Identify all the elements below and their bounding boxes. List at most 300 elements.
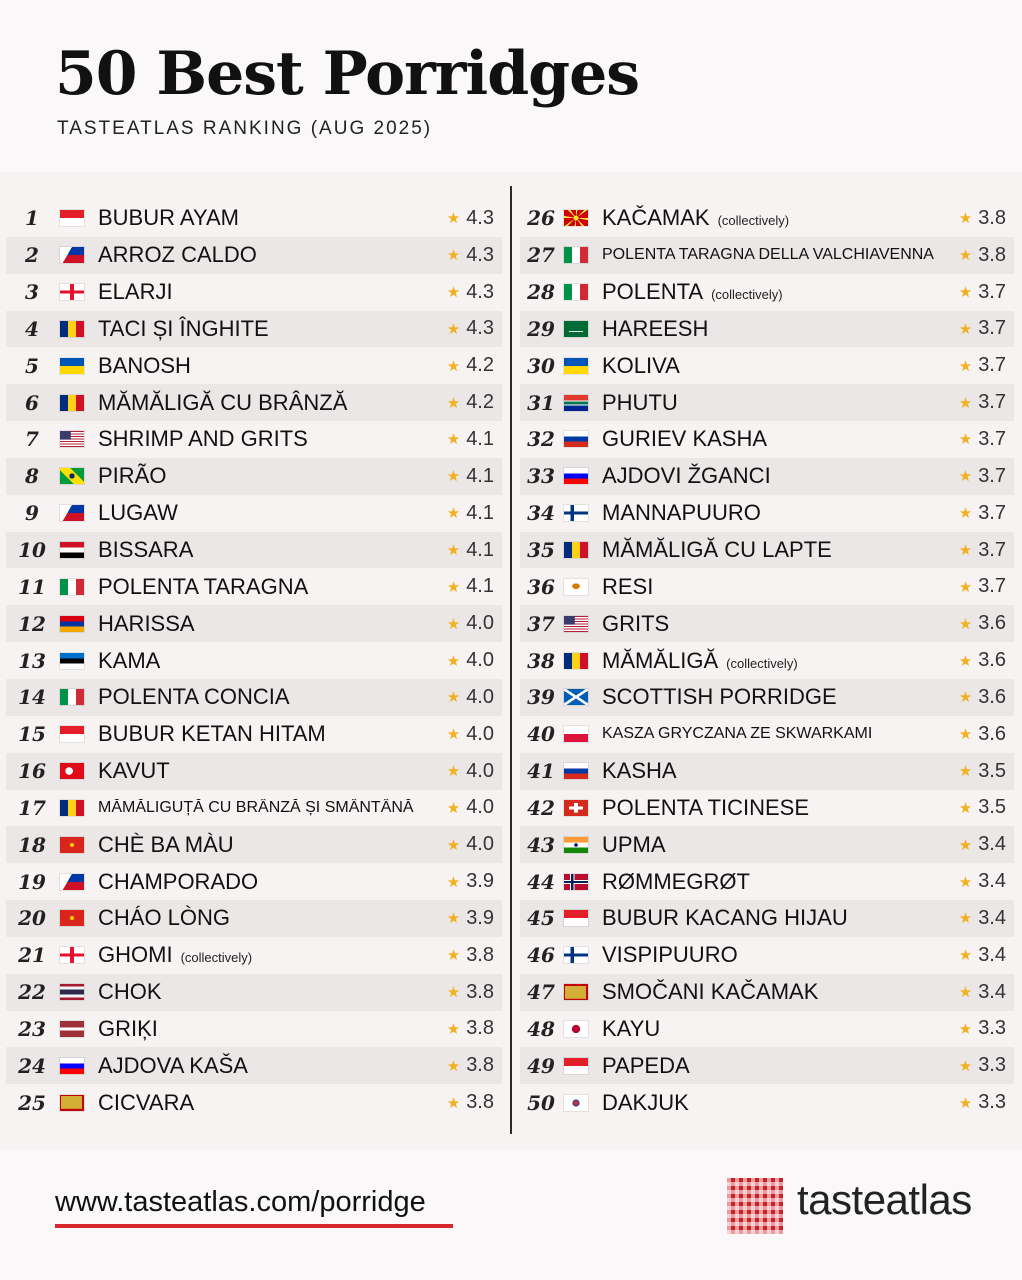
- italy-flag-icon: [564, 247, 588, 263]
- dish-note: (collectively): [717, 213, 790, 229]
- south-africa-flag-icon: [564, 395, 588, 411]
- rating-score: 3.3: [978, 1054, 1006, 1077]
- italy-flag-icon: [60, 579, 84, 595]
- dish-name-text: KAČAMAK: [602, 205, 710, 231]
- indonesia-flag-icon: [564, 1058, 588, 1074]
- dish-name[interactable]: [602, 758, 946, 784]
- dish-name[interactable]: [602, 279, 946, 305]
- star-icon: ★: [446, 210, 461, 228]
- dish-name-text: GRITS: [602, 610, 670, 636]
- ranking-row[interactable]: [6, 532, 502, 569]
- dish-name[interactable]: [98, 832, 434, 858]
- rank-number: 34: [527, 501, 555, 526]
- star-icon: ★: [958, 652, 973, 670]
- rank-number: 21: [18, 943, 46, 968]
- georgia-flag-icon: [60, 947, 84, 963]
- dish-name-text: POLENTA TICINESE: [602, 794, 810, 820]
- rating-score: 3.7: [978, 538, 1006, 561]
- dish-name-text: KOLIVA: [602, 352, 680, 378]
- rank-number: 4: [25, 316, 39, 341]
- rank-number: 25: [18, 1090, 46, 1115]
- rating: [946, 796, 1014, 819]
- page-title: 50 Best Porridges: [55, 39, 640, 109]
- star-icon: ★: [958, 984, 973, 1002]
- latvia-flag-icon: [60, 1021, 84, 1037]
- rating-score: 3.5: [978, 796, 1006, 819]
- rank-number: 32: [527, 427, 555, 452]
- star-icon: ★: [958, 726, 973, 744]
- finland-flag-icon: [564, 505, 588, 521]
- rating: [946, 723, 1014, 746]
- dish-name[interactable]: [98, 279, 434, 305]
- rating: [434, 1017, 502, 1040]
- dish-name[interactable]: [98, 758, 434, 784]
- rank-number: 7: [25, 427, 39, 452]
- ranking-row[interactable]: [520, 826, 1014, 863]
- dish-name-text: BANOSH: [98, 352, 191, 378]
- ranking-row[interactable]: [520, 753, 1014, 790]
- india-flag-icon: [564, 837, 588, 853]
- ranking-row[interactable]: [6, 900, 502, 937]
- dish-name-text: CHOK: [98, 979, 162, 1005]
- dish-name[interactable]: [98, 574, 434, 600]
- ranking-row[interactable]: [520, 568, 1014, 605]
- ranking-row[interactable]: [6, 937, 502, 974]
- star-icon: ★: [958, 947, 973, 965]
- switzerland-flag-icon: [564, 800, 588, 816]
- dish-name[interactable]: [602, 1053, 946, 1079]
- rating-score: 3.4: [978, 980, 1006, 1003]
- rating: [946, 686, 1014, 709]
- dish-name-text: SHRIMP AND GRITS: [98, 426, 308, 452]
- dish-name-text: BUBUR KETAN HITAM: [98, 721, 326, 747]
- rank-number: 26: [527, 206, 555, 231]
- ranking-row[interactable]: [520, 679, 1014, 716]
- dish-name[interactable]: [98, 426, 434, 452]
- rating: [946, 428, 1014, 451]
- ranking-row[interactable]: [6, 642, 502, 679]
- dish-name-text: BUBUR AYAM: [98, 205, 239, 231]
- ranking-row[interactable]: [520, 347, 1014, 384]
- star-icon: ★: [958, 763, 973, 781]
- rank-number: 6: [25, 390, 39, 415]
- dish-name[interactable]: [98, 1090, 434, 1116]
- rating: [946, 207, 1014, 230]
- rank-number: 30: [527, 353, 555, 378]
- dish-name[interactable]: [98, 611, 434, 637]
- rating: [946, 1091, 1014, 1114]
- ranking-row[interactable]: [6, 347, 502, 384]
- rating: [946, 649, 1014, 672]
- rating: [946, 870, 1014, 893]
- rating-score: 3.8: [978, 206, 1006, 229]
- saudi-arabia-flag-icon: [564, 321, 588, 337]
- ranking-row[interactable]: [6, 826, 502, 863]
- indonesia-flag-icon: [60, 726, 84, 742]
- dish-name[interactable]: [98, 537, 434, 563]
- star-icon: ★: [446, 394, 461, 412]
- ranking-row[interactable]: [520, 200, 1014, 237]
- dish-name[interactable]: [602, 725, 946, 743]
- rank-number: 16: [18, 759, 46, 784]
- rating-score: 3.7: [978, 501, 1006, 524]
- indonesia-flag-icon: [564, 910, 588, 926]
- rating: [946, 1017, 1014, 1040]
- rating-score: 3.9: [466, 870, 494, 893]
- dish-name[interactable]: [602, 1090, 946, 1116]
- rating: [434, 207, 502, 230]
- tasteatlas-logo[interactable]: tasteatlas: [797, 1176, 972, 1223]
- rank-number: 50: [527, 1090, 555, 1115]
- dish-name[interactable]: [98, 648, 434, 674]
- rank-number: 1: [25, 206, 39, 231]
- ranking-row[interactable]: [520, 274, 1014, 311]
- dish-name-text: KAMA: [98, 647, 161, 673]
- star-icon: ★: [958, 578, 973, 596]
- slovenia-flag-icon: [60, 1058, 84, 1074]
- rank-number: 2: [25, 243, 39, 268]
- ukraine-flag-icon: [564, 358, 588, 374]
- rating-score: 3.3: [978, 1091, 1006, 1114]
- rating: [434, 796, 502, 819]
- ranking-row[interactable]: [520, 974, 1014, 1011]
- dish-name[interactable]: [98, 721, 434, 747]
- rating-score: 3.4: [978, 906, 1006, 929]
- rating: [946, 502, 1014, 525]
- ranking-row[interactable]: [520, 642, 1014, 679]
- ranking-row[interactable]: [6, 274, 502, 311]
- ranking-row[interactable]: [6, 1047, 502, 1084]
- dish-name[interactable]: [602, 905, 946, 931]
- dish-name[interactable]: [98, 1053, 434, 1079]
- rank-number: 18: [18, 832, 46, 857]
- dish-name-text: KAVUT: [98, 758, 170, 784]
- dish-name[interactable]: [602, 942, 946, 968]
- ranking-row[interactable]: [6, 495, 502, 532]
- rating: [434, 723, 502, 746]
- star-icon: ★: [446, 947, 461, 965]
- dish-name-text: HARISSA: [98, 610, 195, 636]
- star-icon: ★: [446, 836, 461, 854]
- ranking-row[interactable]: [520, 605, 1014, 642]
- ranking-row[interactable]: [520, 1047, 1014, 1084]
- ranking-row[interactable]: [520, 716, 1014, 753]
- dish-name-text: BISSARA: [98, 537, 194, 563]
- rating-score: 4.1: [466, 538, 494, 561]
- dish-name[interactable]: [98, 316, 434, 342]
- rating: [946, 539, 1014, 562]
- romania-flag-icon: [60, 395, 84, 411]
- rating: [946, 391, 1014, 414]
- rating-score: 3.8: [466, 980, 494, 1003]
- rank-number: 47: [527, 980, 555, 1005]
- rating: [946, 317, 1014, 340]
- ranking-row[interactable]: [520, 532, 1014, 569]
- rating: [434, 870, 502, 893]
- dish-name-text: MĂMĂLIGĂ CU BRÂNZĂ: [98, 389, 348, 415]
- rating-score: 3.5: [978, 759, 1006, 782]
- ranking-row[interactable]: [6, 863, 502, 900]
- dish-name[interactable]: [98, 242, 434, 268]
- ranking-row[interactable]: [6, 1084, 502, 1121]
- footer-url-link[interactable]: www.tasteatlas.com/porridge: [55, 1186, 426, 1218]
- dish-name[interactable]: [98, 500, 434, 526]
- rank-number: 36: [527, 574, 555, 599]
- rating: [434, 833, 502, 856]
- dish-name[interactable]: [602, 869, 946, 895]
- dish-name[interactable]: [602, 353, 946, 379]
- ranking-row[interactable]: [520, 900, 1014, 937]
- dish-name[interactable]: [98, 1016, 434, 1042]
- rating-score: 4.0: [466, 833, 494, 856]
- star-icon: ★: [958, 1094, 973, 1112]
- rank-number: 31: [527, 390, 555, 415]
- rank-number: 15: [18, 722, 46, 747]
- dish-name[interactable]: [602, 574, 946, 600]
- rank-number: 10: [18, 538, 46, 563]
- dish-name[interactable]: [602, 246, 946, 264]
- ranking-row[interactable]: [6, 200, 502, 237]
- star-icon: ★: [958, 247, 973, 265]
- star-icon: ★: [958, 468, 973, 486]
- dish-name[interactable]: [602, 500, 946, 526]
- dish-name-text: GURIEV KASHA: [602, 426, 768, 452]
- rank-number: 40: [527, 722, 555, 747]
- rating-score: 4.0: [466, 685, 494, 708]
- dish-name[interactable]: [98, 905, 434, 931]
- star-icon: ★: [958, 615, 973, 633]
- rating: [946, 281, 1014, 304]
- rating-score: 3.7: [978, 427, 1006, 450]
- ranking-row[interactable]: [520, 863, 1014, 900]
- dish-name-text: TACI ȘI ÎNGHITE: [98, 315, 269, 341]
- dish-name[interactable]: [602, 426, 946, 452]
- dish-name-text: PIRÃO: [98, 463, 167, 489]
- star-icon: ★: [446, 799, 461, 817]
- rating: [946, 981, 1014, 1004]
- dish-name-text: POLENTA CONCIA: [98, 684, 290, 710]
- star-icon: ★: [958, 357, 973, 375]
- rating-score: 3.4: [978, 943, 1006, 966]
- rating: [946, 944, 1014, 967]
- egypt-flag-icon: [60, 542, 84, 558]
- dish-name[interactable]: [98, 353, 434, 379]
- dish-name[interactable]: [602, 537, 946, 563]
- rating-score: 4.2: [466, 391, 494, 414]
- rating-score: 3.7: [978, 464, 1006, 487]
- ranking-row[interactable]: [6, 790, 502, 827]
- japan-flag-icon: [564, 1021, 588, 1037]
- dish-name-text: RESI: [602, 573, 654, 599]
- romania-flag-icon: [60, 800, 84, 816]
- norway-flag-icon: [564, 874, 588, 890]
- dish-name-text: MĂMĂLIGĂ CU LAPTE: [602, 537, 832, 563]
- thailand-flag-icon: [60, 984, 84, 1000]
- dish-name[interactable]: [98, 942, 434, 968]
- rating-score: 4.3: [466, 317, 494, 340]
- dish-name-text: POLENTA: [602, 279, 704, 305]
- dish-name-text: ARROZ CALDO: [98, 242, 257, 268]
- rating: [434, 502, 502, 525]
- rating: [434, 539, 502, 562]
- russia-flag-icon: [564, 431, 588, 447]
- ranking-row[interactable]: [520, 790, 1014, 827]
- turkey-flag-icon: [60, 763, 84, 779]
- dish-name[interactable]: [602, 979, 946, 1005]
- star-icon: ★: [446, 1094, 461, 1112]
- ranking-row[interactable]: [6, 679, 502, 716]
- star-icon: ★: [958, 910, 973, 928]
- rating: [946, 760, 1014, 783]
- ranking-row[interactable]: [520, 937, 1014, 974]
- finland-flag-icon: [564, 947, 588, 963]
- star-icon: ★: [446, 1057, 461, 1075]
- dish-name-text: AJDOVI ŽGANCI: [602, 463, 771, 489]
- dish-name[interactable]: [98, 463, 434, 489]
- rank-number: 27: [527, 243, 555, 268]
- rank-number: 49: [527, 1053, 555, 1078]
- dish-name-text: BUBUR KACANG HIJAU: [602, 905, 848, 931]
- montenegro-flag-icon: [60, 1095, 84, 1111]
- rank-number: 35: [527, 538, 555, 563]
- rating: [434, 1054, 502, 1077]
- rating: [946, 907, 1014, 930]
- vietnam-flag-icon: [60, 910, 84, 926]
- dish-name-text: LUGAW: [98, 500, 178, 526]
- rating: [434, 317, 502, 340]
- star-icon: ★: [958, 799, 973, 817]
- ranking-row[interactable]: [6, 311, 502, 348]
- star-icon: ★: [446, 431, 461, 449]
- dish-name[interactable]: [602, 795, 946, 821]
- dish-name[interactable]: [602, 390, 946, 416]
- rankings-column-left: [6, 200, 502, 1121]
- romania-flag-icon: [564, 653, 588, 669]
- star-icon: ★: [958, 836, 973, 854]
- ranking-row[interactable]: [6, 384, 502, 421]
- dish-name[interactable]: [602, 316, 946, 342]
- dish-note: (collectively): [711, 287, 783, 303]
- ranking-row[interactable]: [6, 568, 502, 605]
- dish-name[interactable]: [602, 1016, 946, 1042]
- rank-number: 39: [527, 685, 555, 710]
- ranking-row[interactable]: [520, 495, 1014, 532]
- rating-score: 3.6: [978, 722, 1006, 745]
- dish-name-text: MĂMĂLIGĂ: [602, 647, 719, 673]
- dish-name[interactable]: [98, 390, 434, 416]
- rating: [434, 354, 502, 377]
- star-icon: ★: [446, 468, 461, 486]
- rank-number: 8: [25, 464, 39, 489]
- star-icon: ★: [958, 284, 973, 302]
- rating-score: 3.8: [978, 243, 1006, 266]
- dish-name-text: POLENTA TARAGNA DELLA VALCHIAVENNA: [602, 246, 934, 264]
- dish-name[interactable]: [98, 205, 434, 231]
- ranking-row[interactable]: [6, 1011, 502, 1048]
- rank-number: 5: [25, 353, 39, 378]
- star-icon: ★: [446, 542, 461, 560]
- ranking-row[interactable]: [520, 1011, 1014, 1048]
- rating-score: 4.2: [466, 354, 494, 377]
- italy-flag-icon: [564, 284, 588, 300]
- dish-name[interactable]: [602, 611, 946, 637]
- rank-number: 46: [527, 943, 555, 968]
- star-icon: ★: [446, 910, 461, 928]
- rating: [434, 760, 502, 783]
- ranking-row[interactable]: [6, 421, 502, 458]
- rank-number: 43: [527, 832, 555, 857]
- dish-name-text: POLENTA TARAGNA: [98, 573, 309, 599]
- rating-score: 4.3: [466, 280, 494, 303]
- dish-name-text: HAREESH: [602, 315, 709, 341]
- russia-flag-icon: [564, 763, 588, 779]
- dish-name[interactable]: [602, 832, 946, 858]
- rating-score: 4.0: [466, 796, 494, 819]
- dish-name[interactable]: [98, 684, 434, 710]
- rating: [946, 465, 1014, 488]
- rating: [946, 612, 1014, 635]
- dish-name-text: VISPIPUURO: [602, 942, 738, 968]
- dish-name-text: GRIĶI: [98, 1015, 158, 1041]
- dish-name[interactable]: [602, 205, 946, 231]
- ranking-row[interactable]: [6, 605, 502, 642]
- slovenia-flag-icon: [564, 468, 588, 484]
- rating: [946, 244, 1014, 267]
- ranking-row[interactable]: [520, 1084, 1014, 1121]
- rank-number: 13: [18, 648, 46, 673]
- rating-score: 3.7: [978, 354, 1006, 377]
- rank-number: 44: [527, 869, 555, 894]
- ranking-row[interactable]: [6, 753, 502, 790]
- ranking-row[interactable]: [6, 974, 502, 1011]
- ranking-row[interactable]: [6, 458, 502, 495]
- georgia-flag-icon: [60, 284, 84, 300]
- ranking-row[interactable]: [520, 311, 1014, 348]
- rank-number: 22: [18, 980, 46, 1005]
- rank-number: 42: [527, 795, 555, 820]
- estonia-flag-icon: [60, 653, 84, 669]
- dish-name[interactable]: [98, 869, 434, 895]
- dish-name[interactable]: [602, 684, 946, 710]
- rank-number: 23: [18, 1016, 46, 1041]
- star-icon: ★: [446, 247, 461, 265]
- star-icon: ★: [446, 652, 461, 670]
- dish-name[interactable]: [98, 979, 434, 1005]
- ranking-row[interactable]: [6, 716, 502, 753]
- rank-number: 19: [18, 869, 46, 894]
- star-icon: ★: [446, 284, 461, 302]
- dish-name-text: GHOMI: [98, 942, 173, 968]
- ranking-row[interactable]: [520, 237, 1014, 274]
- rating: [946, 1054, 1014, 1077]
- rank-number: 45: [527, 906, 555, 931]
- rating-score: 3.6: [978, 685, 1006, 708]
- dish-name[interactable]: [98, 799, 434, 817]
- ranking-row[interactable]: [520, 384, 1014, 421]
- ranking-row[interactable]: [520, 458, 1014, 495]
- dish-name[interactable]: [602, 463, 946, 489]
- rating: [946, 833, 1014, 856]
- star-icon: ★: [958, 873, 973, 891]
- dish-name[interactable]: [602, 648, 946, 674]
- star-icon: ★: [958, 1020, 973, 1038]
- ranking-row[interactable]: [520, 421, 1014, 458]
- tasteatlas-logo-icon: [727, 1178, 783, 1234]
- ranking-row[interactable]: [6, 237, 502, 274]
- rating: [434, 907, 502, 930]
- star-icon: ★: [958, 505, 973, 523]
- page-subtitle: TASTEATLAS RANKING (AUG 2025): [57, 118, 433, 139]
